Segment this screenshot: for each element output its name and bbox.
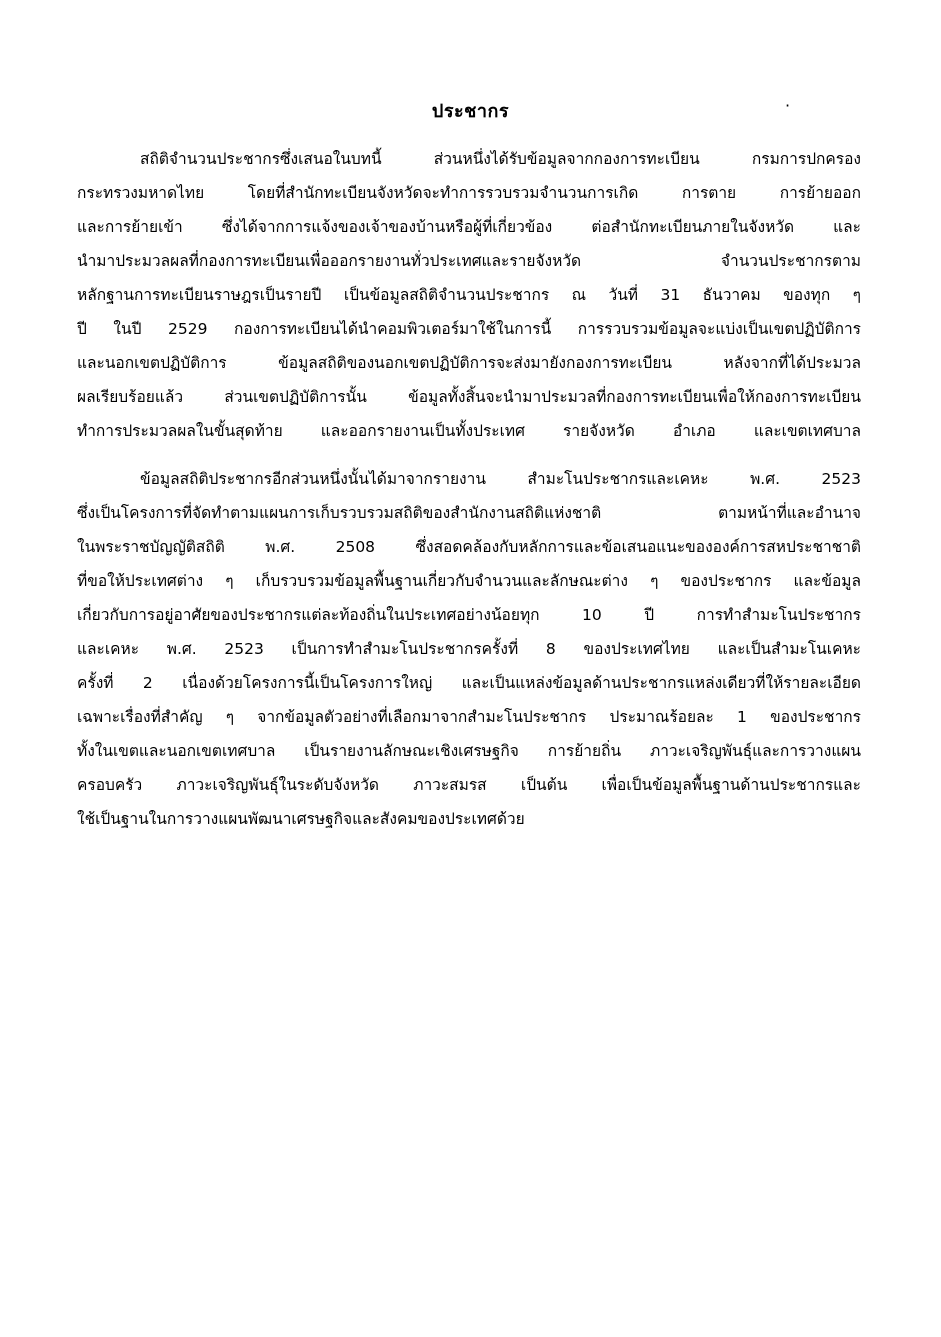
paragraph-1-line-2: กระทรวงมหาดไทย โดยที่สำนักทะเบียนจังหวัดจะทำการรวบรวมจำนวนการเกิด การตาย การย้ายออก: [77, 184, 861, 202]
paragraph-2-line-1: ข้อมูลสถิติประชากรอีกส่วนหนึ่งนั้นได้มาจากรายงาน สำมะโนประชากรและเคหะ พ.ศ. 2523: [140, 470, 861, 488]
paragraph-1-line-3: และการย้ายเข้า ซึ่งได้จากการแจ้งของเจ้าของบ้านหรือผู้ที่เกี่ยวข้อง ต่อสำนักทะเบียนภายในจังหวัด และ: [77, 218, 861, 236]
page-title: ประชากร: [431, 101, 510, 122]
paragraph-2-line-4: ที่ขอให้ประเทศต่าง ๆ เก็บรวบรวมข้อมูลพื้นฐานเกี่ยวกับจำนวนและลักษณะต่าง ๆ ของประชากร และข้อมูล: [77, 572, 861, 590]
paragraph-2-line-6: และเคหะ พ.ศ. 2523 เป็นการทำสำมะโนประชากรครั้งที่ 8 ของประเทศไทย และเป็นสำมะโนเคหะ: [77, 640, 861, 658]
corner-mark: ·: [785, 96, 791, 115]
paragraph-2-line-3: ในพระราชบัญญัติสถิติ พ.ศ. 2508 ซึ่งสอดคล้องกับหลักการและข้อเสนอแนะขององค์การสหประชาชาติ: [77, 538, 861, 556]
paragraph-1-line-9: ทำการประมวลผลในขั้นสุดท้าย และออกรายงานเป็นทั้งประเทศ รายจังหวัด อำเภอ และเขตเทศบาล: [77, 422, 861, 440]
paragraph-1-line-8: ผลเรียบร้อยแล้ว ส่วนเขตปฏิบัติการนั้น ข้อมูลทั้งสิ้นจะนำมาประมวลที่กองการทะเบียนเพื่อให้กองการทะเบียน: [77, 388, 861, 406]
paragraph-2-line-5: เกี่ยวกับการอยู่อาศัยของประชากรแต่ละท้องถิ่นในประเทศอย่างน้อยทุก 10 ปี การทำสำมะโนประชากร: [77, 606, 861, 624]
paragraph-1-line-7: และนอกเขตปฏิบัติการ ข้อมูลสถิติของนอกเขตปฏิบัติการจะส่งมายังกองการทะเบียน หลังจากที่ได้ประมวล: [77, 354, 861, 372]
paragraph-2-line-10: ครอบครัว ภาวะเจริญพันธุ์ในระดับจังหวัด ภาวะสมรส เป็นต้น เพื่อเป็นข้อมูลพื้นฐานด้านประชากรและ: [77, 776, 861, 794]
paragraph-2-line-7: ครั้งที่ 2 เนื่องด้วยโครงการนี้เป็นโครงการใหญ่ และเป็นแหล่งข้อมูลด้านประชากรแหล่งเดียวที่ให้รายละเอียด: [77, 674, 861, 692]
paragraph-1-line-1: สถิติจำนวนประชากรซึ่งเสนอในบทนี้ ส่วนหนึ่งได้รับข้อมูลจากกองการทะเบียน กรมการปกครอง: [140, 150, 861, 168]
paragraph-2-line-9: ทั้งในเขตและนอกเขตเทศบาล เป็นรายงานลักษณะเชิงเศรษฐกิจ การย้ายถิ่น ภาวะเจริญพันธุ์และการวางแผน: [77, 742, 861, 760]
paragraph-1-line-5: หลักฐานการทะเบียนราษฎรเป็นรายปี เป็นข้อมูลสถิติจำนวนประชากร ณ วันที่ 31 ธันวาคม ของทุก ๆ: [77, 286, 861, 304]
paragraph-2-line-8: เฉพาะเรื่องที่สำคัญ ๆ จากข้อมูลตัวอย่างที่เลือกมาจากสำมะโนประชากร ประมาณร้อยละ 1 ของประชากร: [77, 708, 861, 726]
paragraph-1-line-4: นำมาประมวลผลที่กองการทะเบียนเพื่อออกรายงานทั่วประเทศและรายจังหวัด จำนวนประชากรตาม: [77, 252, 861, 270]
paragraph-1-line-6: ปี ในปี 2529 กองการทะเบียนได้นำคอมพิวเตอร์มาใช้ในการนี้ การรวบรวมข้อมูลจะแบ่งเป็นเขตปฏิบัติการ: [77, 320, 861, 338]
paragraph-2-line-11: ใช้เป็นฐานในการวางแผนพัฒนาเศรษฐกิจและสังคมของประเทศด้วย: [77, 810, 525, 828]
paragraph-2-line-2: ซึ่งเป็นโครงการที่จัดทำตามแผนการเก็บรวบรวมสถิติของสำนักงานสถิติแห่งชาติ ตามหน้าที่และอำนาจ: [77, 504, 861, 522]
